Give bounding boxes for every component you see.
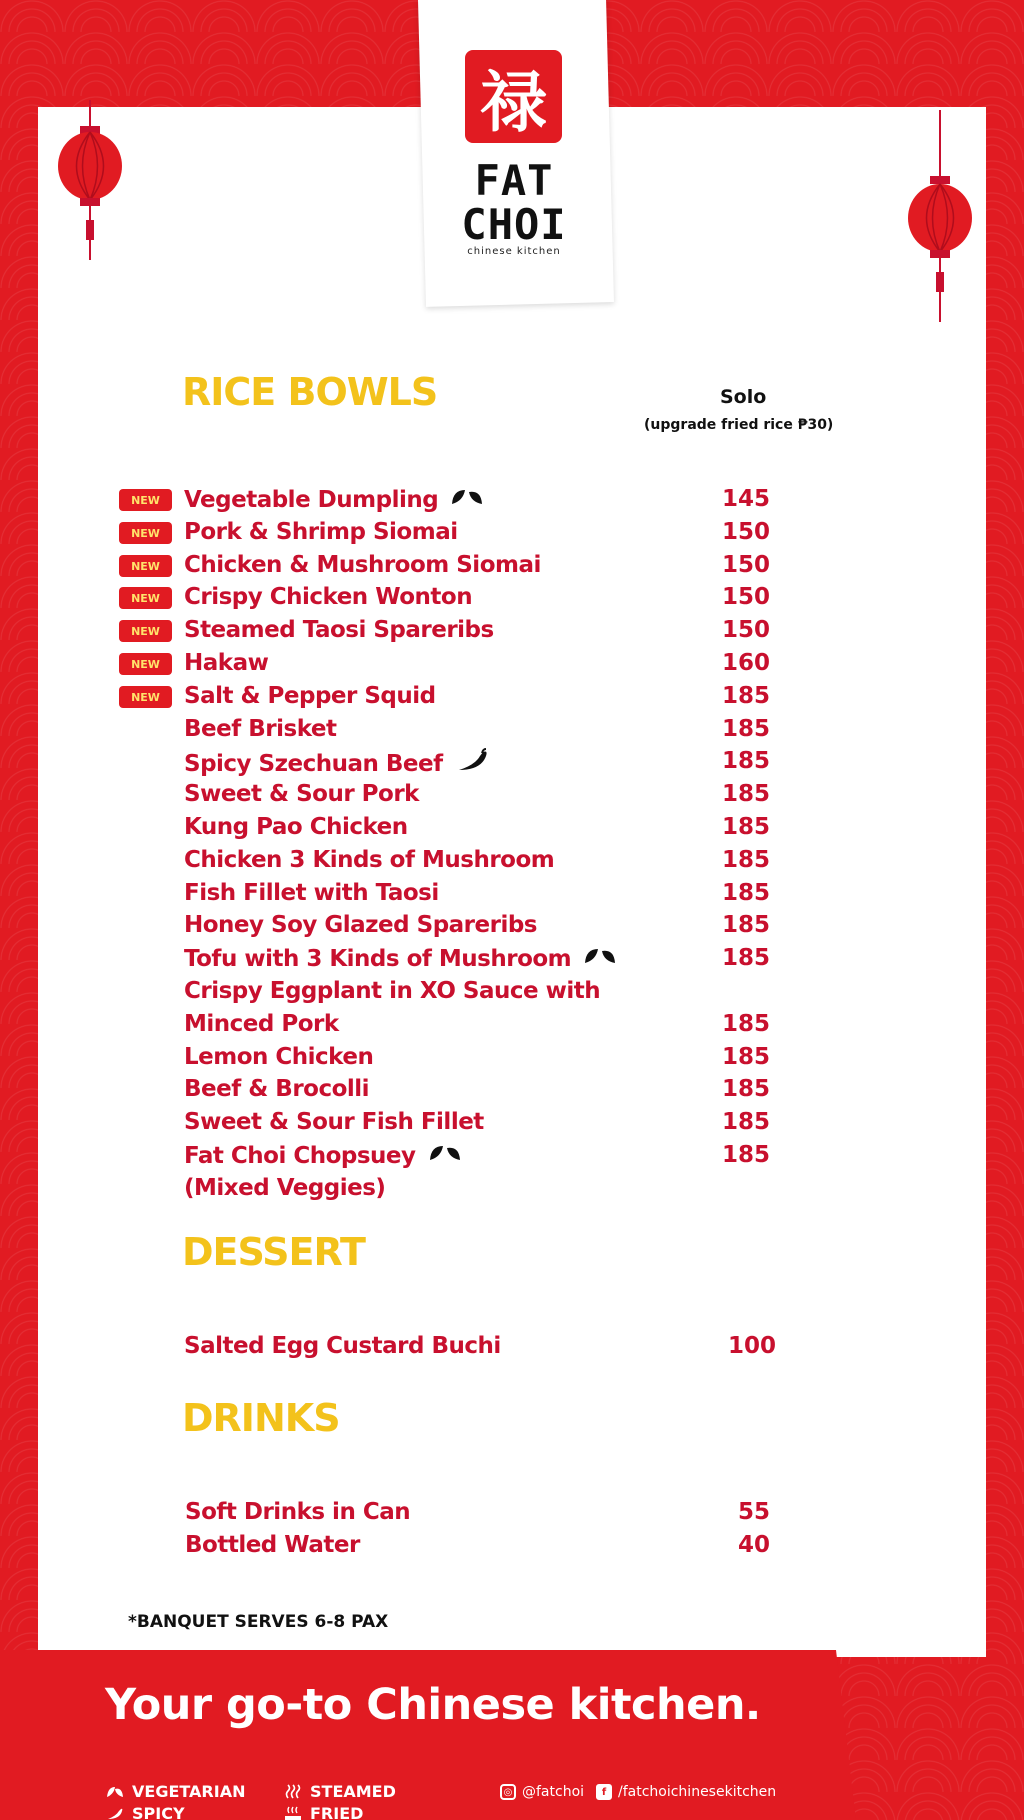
facebook-icon: f: [596, 1784, 612, 1800]
menu-item-label: (Mixed Veggies): [184, 1175, 386, 1201]
legend-label: VEGETARIAN: [132, 1782, 246, 1801]
menu-item-label: Steamed Taosi Spareribs: [184, 617, 494, 643]
facebook-link[interactable]: [596, 1784, 776, 1800]
menu-item-name: [184, 683, 436, 709]
new-badge: NEW: [119, 587, 172, 609]
menu-item-name: [184, 584, 472, 610]
legend-steamed: [284, 1782, 396, 1801]
menu-item-price: 185: [721, 1076, 770, 1102]
menu-item-name: [184, 814, 408, 840]
section-title-drinks: DRINKS: [182, 1396, 340, 1440]
menu-item-price: 185: [721, 912, 770, 938]
menu-item-price: 160: [721, 650, 770, 676]
menu-item-name: [184, 1109, 484, 1135]
menu-item-name: [184, 945, 617, 973]
menu-item-label: Chicken 3 Kinds of Mushroom: [184, 847, 555, 873]
menu-item-label: Tofu with 3 Kinds of Mushroom: [184, 946, 572, 972]
leaf-icon: [428, 1142, 462, 1170]
menu-item-name: [184, 519, 458, 545]
menu-item-label: Kung Pao Chicken: [184, 814, 408, 840]
fryer-icon: [284, 1806, 302, 1820]
menu-item-label: Beef & Brocolli: [184, 1076, 370, 1102]
menu-item-name: [184, 552, 541, 578]
menu-item-name: [184, 1142, 462, 1170]
section-title-rice-bowls: RICE BOWLS: [182, 370, 438, 414]
menu-item-label: Crispy Eggplant in XO Sauce with: [184, 978, 601, 1004]
menu-item-label: Vegetable Dumpling: [184, 487, 439, 513]
instagram-link[interactable]: [500, 1784, 584, 1800]
menu-item-name: [184, 1011, 339, 1037]
menu-item-price: 185: [721, 814, 770, 840]
banquet-note: *BANQUET SERVES 6-8 PAX: [128, 1612, 389, 1632]
menu-item-label: Chicken & Mushroom Siomai: [184, 552, 541, 578]
leaf-icon: [583, 945, 617, 973]
menu-item-label: Pork & Shrimp Siomai: [184, 519, 458, 545]
menu-item-name: Soft Drinks in Can: [185, 1499, 411, 1525]
lantern-left-icon: [55, 100, 125, 270]
menu-item-name: [184, 1076, 369, 1102]
new-badge: NEW: [119, 686, 172, 708]
menu-item-label: Sweet & Sour Pork: [184, 781, 419, 807]
steam-icon: [284, 1784, 302, 1800]
menu-item-name: [184, 748, 489, 780]
new-badge: NEW: [119, 653, 172, 675]
legend-spicy: [106, 1804, 185, 1820]
menu-item-price: 150: [721, 519, 770, 545]
menu-item-label: Spicy Szechuan Beef: [184, 751, 443, 777]
col-head-solo: Solo: [720, 386, 767, 408]
instagram-handle: @fatchoi: [522, 1784, 585, 1800]
brand-subtitle: chinese kitchen: [467, 246, 561, 257]
menu-item-name: [184, 716, 336, 742]
menu-item-label: Minced Pork: [184, 1011, 339, 1037]
new-badge: NEW: [119, 522, 172, 544]
menu-item-label: Fat Choi Chopsuey: [184, 1143, 416, 1169]
legend-label: STEAMED: [310, 1782, 396, 1801]
logo-tab: [418, 0, 614, 307]
menu-item-price: 185: [721, 748, 770, 774]
menu-item-name: Salted Egg Custard Buchi: [184, 1333, 501, 1359]
menu-item-price: 185: [721, 945, 770, 971]
menu-item-price: 185: [721, 1142, 770, 1168]
menu-item-price: 150: [721, 617, 770, 643]
menu-item-label: Fish Fillet with Taosi: [184, 880, 439, 906]
section-title-dessert: DESSERT: [182, 1230, 365, 1274]
menu-item-name: Bottled Water: [185, 1532, 360, 1558]
lantern-right-icon: [905, 110, 975, 330]
new-badge: NEW: [119, 620, 172, 642]
menu-item-price: 145: [721, 486, 770, 512]
brand-name-line2: CHOI: [461, 200, 567, 249]
menu-item-name: [184, 617, 494, 643]
col-note-upgrade: (upgrade fried rice ₱30): [644, 417, 834, 433]
leaf-icon: [450, 486, 484, 514]
menu-item-price: 185: [721, 683, 770, 709]
instagram-icon: ◎: [500, 1784, 516, 1800]
menu-item-price: 55: [737, 1499, 770, 1525]
menu-item-name: [184, 781, 419, 807]
menu-item-price: 185: [721, 1109, 770, 1135]
new-badge: NEW: [119, 555, 172, 577]
menu-item-price: 185: [721, 716, 770, 742]
menu-item-name: [184, 650, 268, 676]
menu-item-price: 185: [721, 847, 770, 873]
legend-fried: [284, 1804, 363, 1820]
tagline: Your go-to Chinese kitchen.: [105, 1680, 761, 1730]
leaf-icon: [106, 1785, 124, 1799]
logo-mark: 禄: [465, 50, 562, 143]
menu-item-name: [184, 880, 439, 906]
menu-card: [38, 107, 986, 1657]
menu-item-label: Beef Brisket: [184, 716, 337, 742]
menu-item-label: Crispy Chicken Wonton: [184, 584, 473, 610]
menu-item-label: Hakaw: [184, 650, 269, 676]
menu-item-price: 40: [737, 1532, 770, 1558]
menu-item-price: 185: [721, 1044, 770, 1070]
menu-item-price: 185: [721, 880, 770, 906]
menu-item-price: 150: [721, 552, 770, 578]
menu-item-label: Salt & Pepper Squid: [184, 683, 436, 709]
chili-icon: [106, 1807, 124, 1820]
menu-item-name: [184, 978, 600, 1004]
menu-item-price: 150: [721, 584, 770, 610]
menu-item-name: [184, 486, 484, 514]
menu-item-price: 185: [721, 781, 770, 807]
legend-vegetarian: [106, 1782, 245, 1801]
menu-item-name: [184, 847, 554, 873]
facebook-handle: /fatchoichinesekitchen: [618, 1784, 777, 1800]
menu-item-name: [184, 1175, 385, 1201]
legend-label: SPICY: [132, 1804, 185, 1820]
new-badge: NEW: [119, 489, 172, 511]
legend-label: FRIED: [310, 1804, 364, 1820]
menu-item-price: 185: [721, 1011, 770, 1037]
menu-item-label: Sweet & Sour Fish Fillet: [184, 1109, 484, 1135]
menu-item-name: [184, 1044, 373, 1070]
menu-item-name: [184, 912, 537, 938]
chili-icon: [455, 748, 489, 780]
brand-name-line1: FAT: [474, 156, 554, 205]
menu-item-label: Lemon Chicken: [184, 1044, 374, 1070]
menu-item-label: Honey Soy Glazed Spareribs: [184, 912, 538, 938]
menu-item-price: 100: [727, 1333, 776, 1359]
